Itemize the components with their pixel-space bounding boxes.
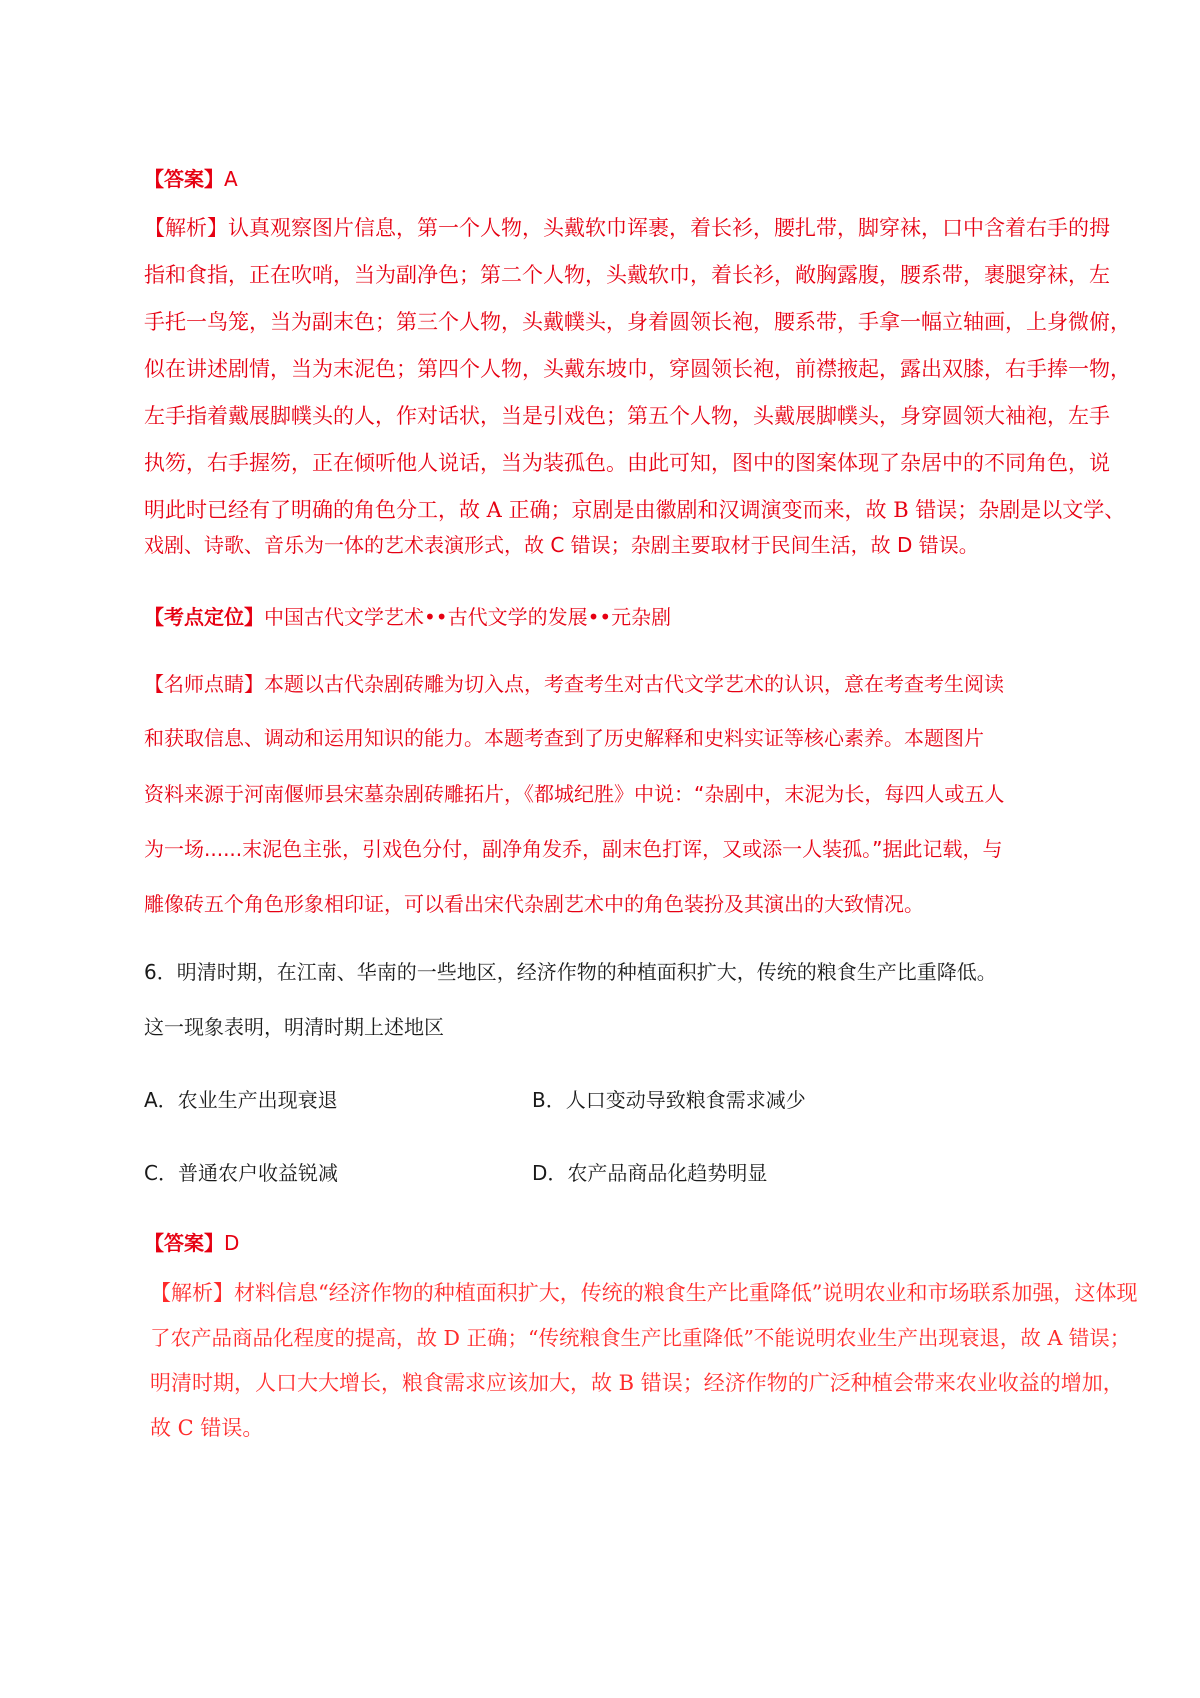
q6-stem-line-1: 6．明清时期，在江南、华南的一些地区，经济作物的种植面积扩大，传统的粮食生产比重降低。	[144, 960, 997, 984]
q5-analysis-line-3: 手托一鸟笼，当为副末色；第三个人物，头戴幞头，身着圆领长袍，腰系带，手拿一幅立轴画，上身微俯，	[144, 310, 1131, 334]
q5-analysis-line-2: 指和食指，正在吹哨，当为副净色；第二个人物，头戴软巾，着长衫，敞胸露腹，腰系带，裹腿穿袜，左	[144, 263, 1110, 287]
q6-analysis-line-1: 【解析】材料信息“经济作物的种植面积扩大，传统的粮食生产比重降低”说明农业和市场联系加强，这体现	[150, 1281, 1138, 1305]
q5-analysis-line-7: 明此时已经有了明确的角色分工，故 A 正确；京剧是由徽剧和汉调演变而来，故 B 错误；杂剧是以文学、	[144, 498, 1126, 522]
answer-label: 【答案】	[144, 1231, 224, 1255]
q5-analysis-line-1: 【解析】认真观察图片信息，第一个人物，头戴软巾诨裹，着长衫，腰扎带，脚穿袜，口中含着右手的拇	[144, 216, 1110, 240]
q6-option-a: A．农业生产出现衰退	[144, 1088, 338, 1112]
q5-analysis-line-5: 左手指着戴展脚幞头的人，作对话状，当是引戏色；第五个人物，头戴展脚幞头，身穿圆领大袖袍，左手	[144, 404, 1110, 428]
q6-analysis-line-2: 了农产品商品化程度的提高，故 D 正确；“传统粮食生产比重降低”不能说明农业生产出现衰退，故 A 错误；	[150, 1326, 1131, 1350]
kaodian-label: 【考点定位】	[144, 605, 264, 629]
q5-analysis-line-6: 执笏，右手握笏，正在倾听他人说话，当为装孤色。由此可知，图中的图案体现了杂居中的不同角色，说	[144, 451, 1110, 475]
q6-stem-line-2: 这一现象表明，明清时期上述地区	[144, 1015, 444, 1039]
q5-mingshi-line-1: 【名师点睛】本题以古代杂剧砖雕为切入点，考查考生对古代文学艺术的认识，意在考查考生阅读	[144, 672, 1004, 696]
q5-mingshi-line-2: 和获取信息、调动和运用知识的能力。本题考查到了历史解释和史料实证等核心素养。本题图片	[144, 726, 984, 750]
answer-value: D	[224, 1231, 240, 1255]
q5-mingshi-line-5: 雕像砖五个角色形象相印证，可以看出宋代杂剧艺术中的角色装扮及其演出的大致情况。	[144, 892, 924, 916]
answer-value: A	[224, 167, 238, 191]
answer-label: 【答案】	[144, 167, 224, 191]
q5-mingshi-line-4: 为一场......末泥色主张，引戏色分付，副净角发乔，副末色打诨，又或添一人装孤。”据此记载，与	[144, 837, 1003, 861]
kaodian-text: 中国古代文学艺术••古代文学的发展••元杂剧	[264, 605, 672, 629]
q5-kaodian	[144, 603, 671, 631]
q5-answer	[144, 165, 238, 193]
q6-option-c: C．普通农户收益锐减	[144, 1161, 338, 1185]
q6-option-d: D．农产品商品化趋势明显	[532, 1161, 768, 1185]
q6-answer	[144, 1229, 239, 1257]
q6-analysis-line-3: 明清时期，人口大大增长，粮食需求应该加大，故 B 错误；经济作物的广泛种植会带来农业收益的增加，	[150, 1371, 1124, 1395]
q6-option-b: B．人口变动导致粮食需求减少	[532, 1088, 806, 1112]
q5-mingshi-line-3: 资料来源于河南偃师县宋墓杂剧砖雕拓片，《都城纪胜》中说：“杂剧中，末泥为长，每四人或五人	[144, 782, 1005, 806]
q5-analysis-line-8: 戏剧、诗歌、音乐为一体的艺术表演形式，故 C 错误；杂剧主要取材于民间生活，故 D 错误。	[144, 533, 979, 557]
q5-analysis-line-4: 似在讲述剧情，当为末泥色；第四个人物，头戴东坡巾，穿圆领长袍，前襟掖起，露出双膝，右手捧一物，	[144, 357, 1131, 381]
q6-analysis-line-4: 故 C 错误。	[150, 1416, 264, 1440]
